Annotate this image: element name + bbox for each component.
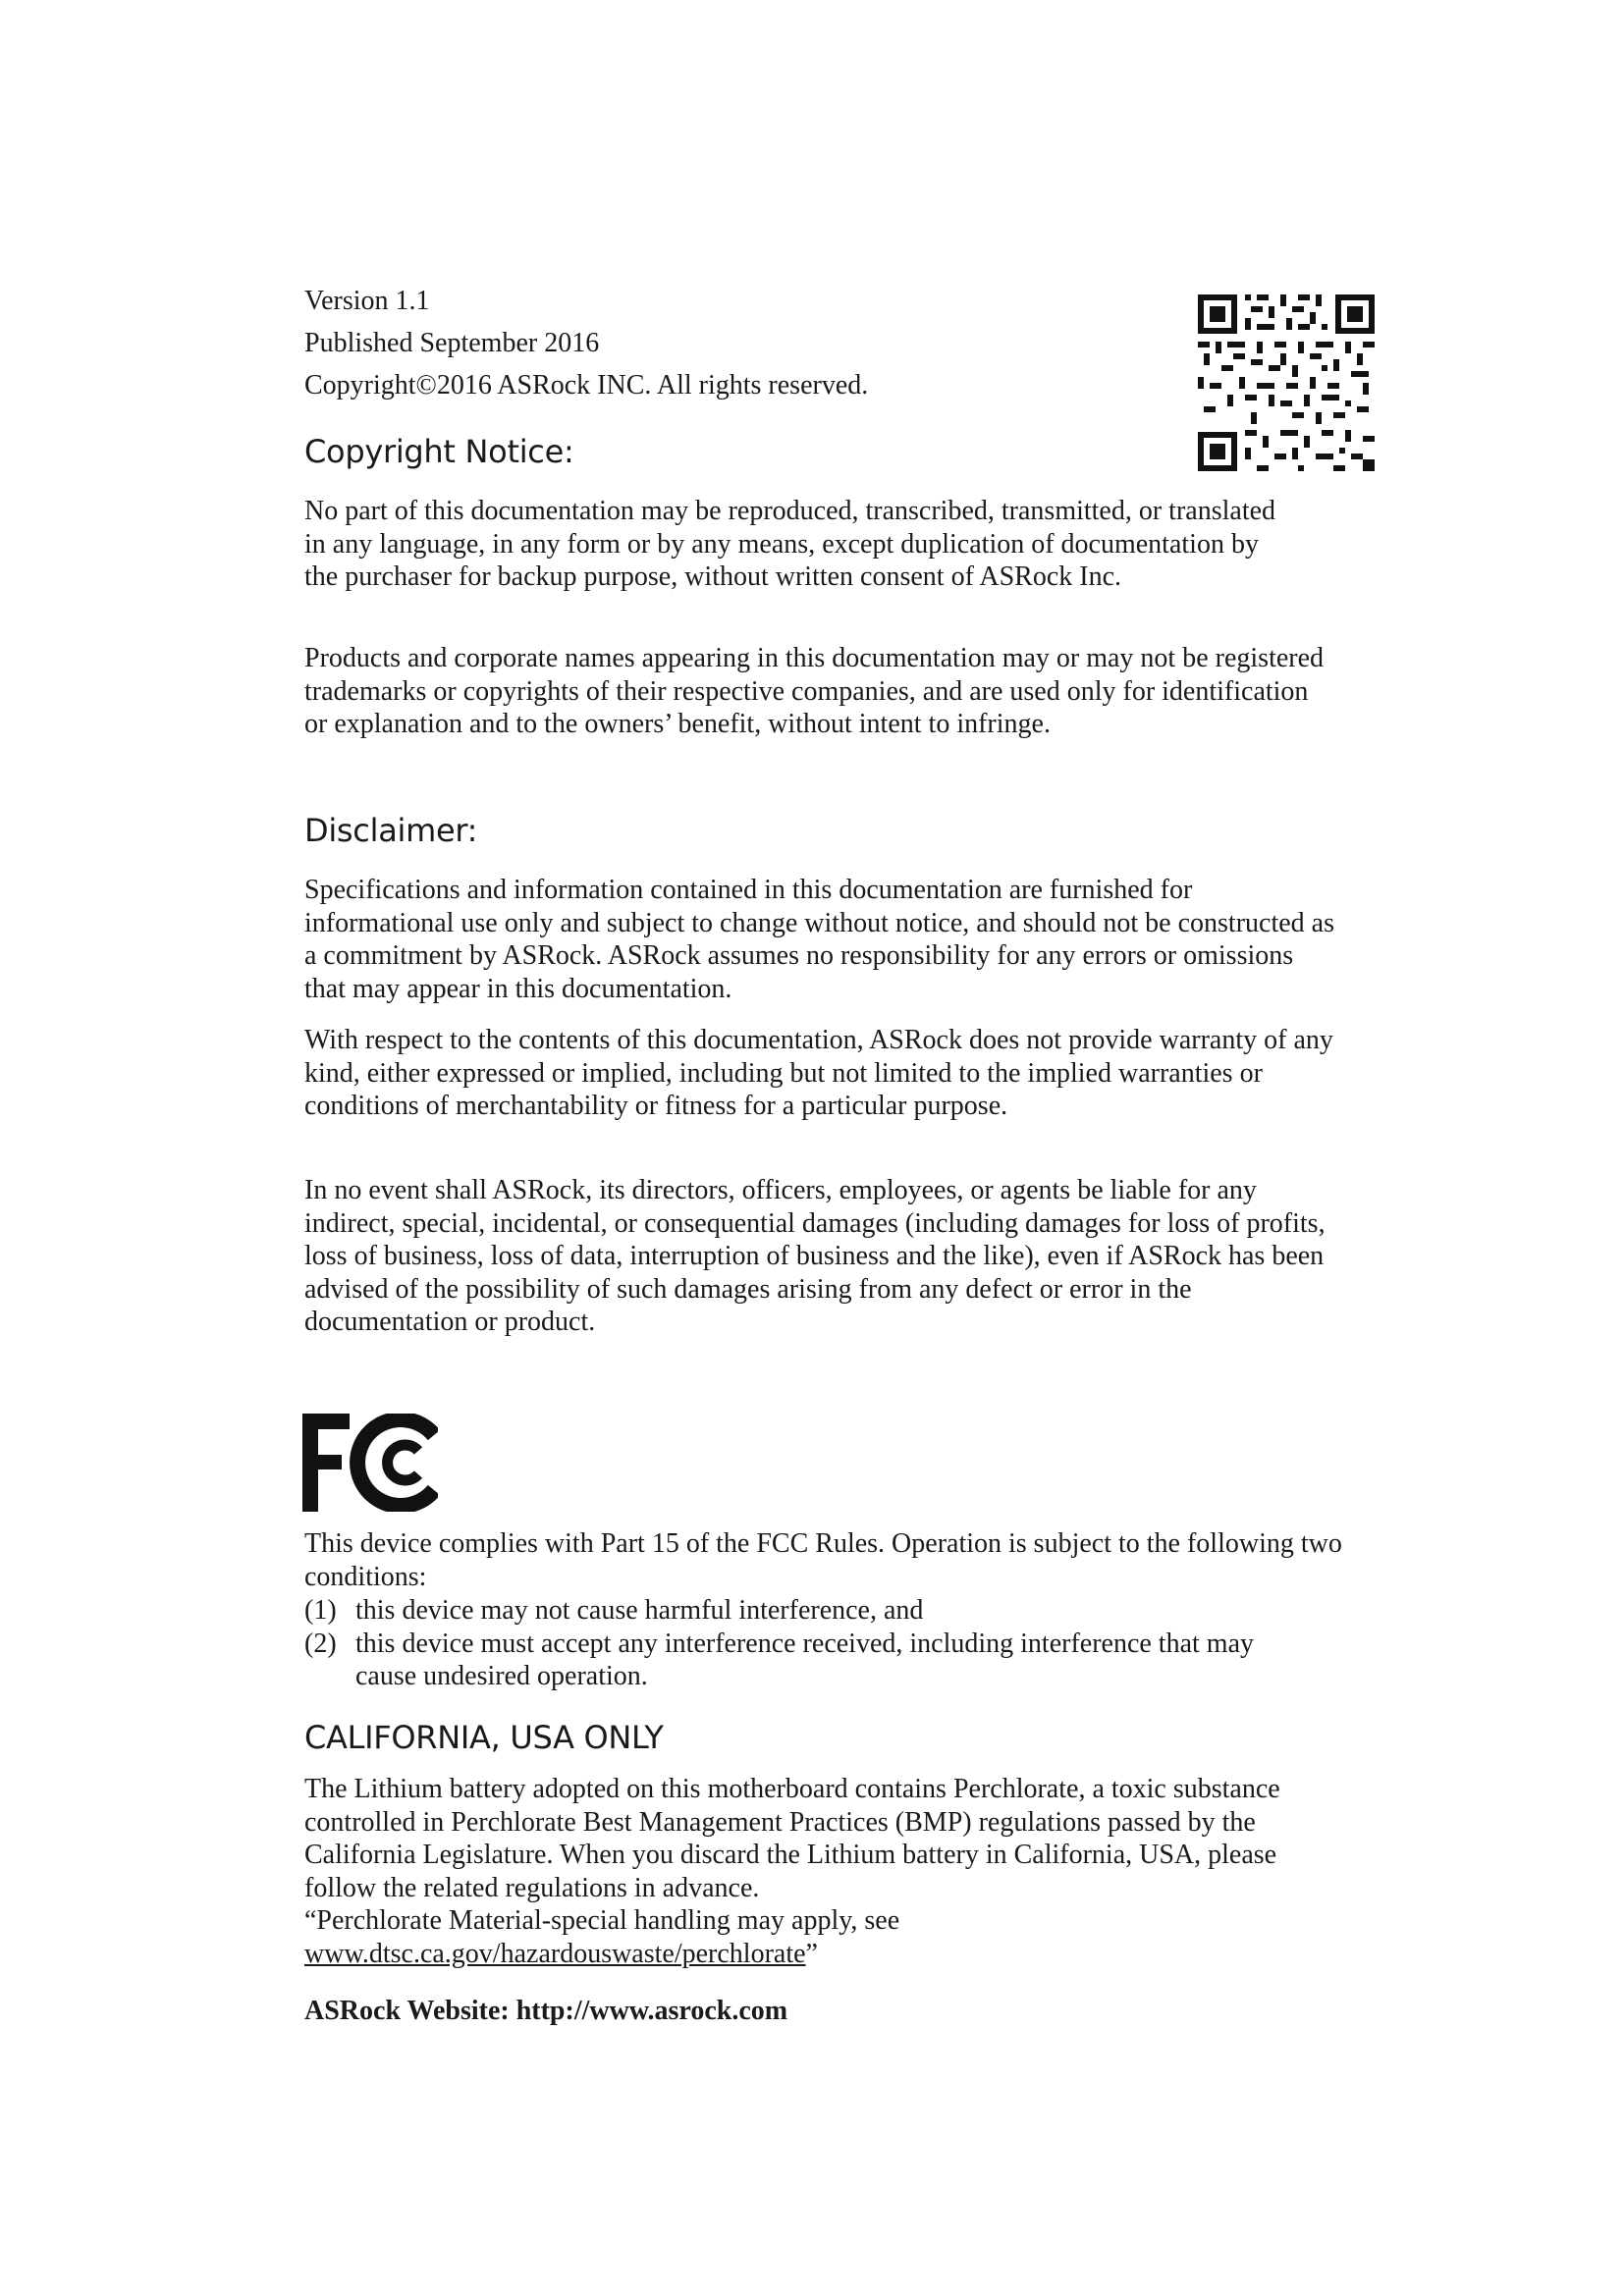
disclaimer-paragraph-3: In no event shall ASRock, its directors, officers, employees, or agents be liable for any indirect, special, incidental, or consequential damages (including damages for loss of profits, loss of business, loss of data, interruption of business and the like), even if ASRock has been advised of the possibility of such damages arising from any defect or error in the documentation or product.: [304, 1175, 1326, 1337]
copyright-paragraph-1: No part of this documentation may be reproduced, transcribed, transmitted, or translated in any language, in any form or by any means, except duplication of documentation by the purchaser for backup purpose, without written consent of ASRock Inc.: [304, 496, 1276, 592]
fcc-intro: This device complies with Part 15 of the FCC Rules. Operation is subject to the following two conditions:: [304, 1528, 1342, 1592]
california-heading: CALIFORNIA, USA ONLY: [304, 1719, 664, 1756]
disclaimer-paragraph-1: Specifications and information contained in this documentation are furnished for informational use only and subject to change without notice, and should not be constructed as a commitment by ASRock. ASRock assumes no responsibility for any errors or omissions that may appear in this documentation.: [304, 875, 1334, 1004]
california-paragraph: The Lithium battery adopted on this motherboard contains Perchlorate, a toxic substance controlled in Perchlorate Best Management Practices (BMP) regulations passed by the California Legislature. When you discard the Lithium battery in California, USA, please follow the related regulations in advance.: [304, 1774, 1280, 1903]
perchlorate-quote-text: “Perchlorate Material-special handling may apply, see: [304, 1905, 900, 1936]
perchlorate-link[interactable]: www.dtsc.ca.gov/hazardouswaste/perchlorate: [304, 1938, 806, 1969]
fcc-condition-text: this device must accept any interference received, including interference that may cause undesired operation.: [355, 1628, 1255, 1691]
fcc-logo-icon: [302, 1414, 438, 1512]
website-line: ASRock Website: http://www.asrock.com: [304, 1996, 788, 2026]
disclaimer-heading: Disclaimer:: [304, 812, 478, 849]
perchlorate-quote-close: ”: [805, 1938, 818, 1969]
fcc-conditions-list: [304, 1594, 1335, 1693]
perchlorate-quote: [304, 1904, 1335, 1970]
copyright-line: Copyright©2016 ASRock INC. All rights reserved.: [304, 370, 869, 400]
qr-code-icon: [1198, 294, 1375, 471]
version-line: Version 1.1: [304, 286, 430, 316]
fcc-condition-number: (2): [304, 1628, 337, 1659]
fcc-condition-text: this device may not cause harmful interference, and: [355, 1595, 924, 1626]
fcc-condition-item: [304, 1594, 1335, 1628]
disclaimer-paragraph-2: With respect to the contents of this documentation, ASRock does not provide warranty of any kind, either expressed or implied, including but not limited to the implied warranties or conditions of merchantability or fitness for a particular purpose.: [304, 1025, 1333, 1121]
copyright-notice-heading: Copyright Notice:: [304, 433, 574, 470]
published-line: Published September 2016: [304, 328, 600, 358]
copyright-paragraph-2: Products and corporate names appearing in this documentation may or may not be registered trademarks or copyrights of their respective companies, and are used only for identification or explanation and to the owners’ benefit, without intent to infringe.: [304, 643, 1325, 739]
fcc-condition-item: [304, 1628, 1298, 1693]
fcc-condition-number: (1): [304, 1595, 337, 1626]
